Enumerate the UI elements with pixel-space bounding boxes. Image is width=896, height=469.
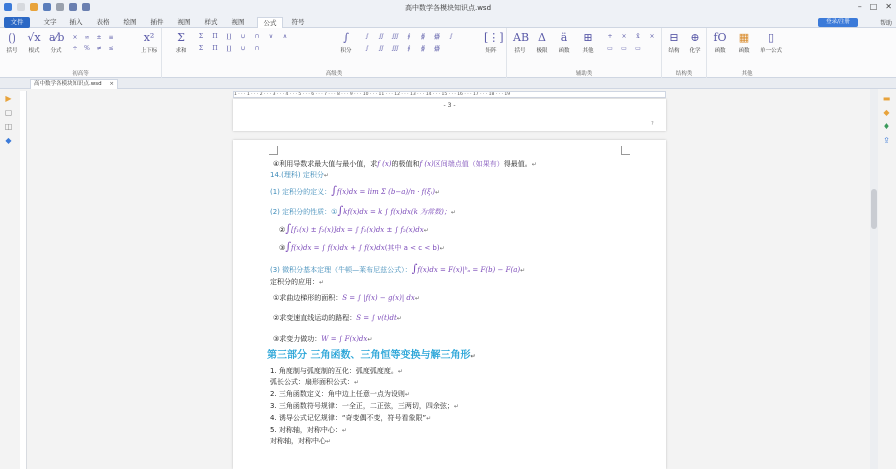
group-label-advanced: 高级类 (325, 71, 343, 77)
sym-icon[interactable]: ± (96, 34, 102, 41)
int-7-icon[interactable]: ∭ (391, 45, 399, 52)
tools-icon[interactable]: ◆ (5, 136, 12, 145)
aux-5-icon[interactable]: ▭ (607, 45, 613, 52)
text-line[interactable]: (1) 定积分的定义：∫f(x)dx = lim Σ (b−a)/n · f(ξᵢ)↵ (270, 184, 441, 197)
group-label-struct: 结构类 (675, 71, 693, 77)
style-icon[interactable]: ♦ (882, 122, 891, 131)
left-sidebar (0, 89, 18, 469)
integral-symbol: ∫ (411, 262, 418, 275)
help-link[interactable]: 帮助 (879, 20, 892, 27)
scrollbar-thumb[interactable] (871, 189, 877, 229)
group-label-aux: 辅助类 (575, 71, 593, 77)
chem-icon: ⊕ (690, 31, 700, 44)
tab-view-2[interactable]: 视图 (231, 18, 245, 26)
fn-button[interactable]: fO 函数 (713, 31, 727, 54)
bracket-icon: ⟮⟯ (8, 31, 16, 44)
group-basic (0, 28, 162, 78)
int-10-icon[interactable]: ∰ (433, 45, 441, 52)
int-5-icon[interactable]: ∫ (365, 45, 369, 52)
other-icon: ⊞ (583, 31, 593, 44)
document-tab-bar (0, 78, 896, 89)
div-icon[interactable]: ÷ (72, 45, 78, 52)
int-4-icon[interactable]: ∫ (449, 33, 453, 40)
group-aux (507, 28, 662, 78)
other-button[interactable]: ⊞ 其他 (582, 31, 594, 54)
text-line[interactable]: ③∫f(x)dx = ∫ f(x)dx + ∫ f(x)dx(其中 a < c < b)↵ (279, 240, 445, 253)
close-tab-icon[interactable]: × (109, 81, 114, 87)
intersect-sub-icon[interactable]: ∩ (254, 45, 260, 52)
accent-button[interactable]: AB 括号 (513, 31, 530, 54)
aux-3-icon[interactable]: x̄ (636, 33, 640, 40)
window-controls (858, 2, 892, 11)
matrix-icon: [⋮] (484, 31, 504, 44)
function-button[interactable]: ä 函数 (558, 31, 570, 54)
function-icon: ä (560, 31, 568, 44)
integral-symbol: ∫ (285, 240, 292, 253)
vertical-scrollbar[interactable] (870, 89, 878, 469)
intersect-icon[interactable]: ∩ (254, 33, 260, 40)
copy-icon[interactable]: ◫ (4, 122, 13, 131)
accent-icon: AB (513, 31, 530, 44)
horizontal-ruler: 1 · · · 1 · · · 2 · · · 3 · · · 4 · · · 5 · · · 6 · · · 7 · · · 8 · · · 9 · · · 10 · · · 11 · · · 12 · · · 13 · · · 14 · · · 15 · · · 16 · · · 17 · · · 18 · · · 19 (233, 91, 666, 98)
page-number: - 3 - (443, 102, 456, 109)
matrix-button[interactable]: [⋮] 矩阵 (484, 31, 504, 54)
title-bar (0, 0, 896, 16)
group-advanced (162, 28, 507, 78)
aux-2-icon[interactable]: × (621, 33, 627, 40)
maximize-icon[interactable]: □ (869, 2, 878, 11)
tab-view[interactable]: 视图 (177, 18, 191, 26)
infinity-icon[interactable]: ∞ (84, 34, 90, 41)
tab-style[interactable]: 样式 (204, 18, 218, 26)
text-line[interactable]: 2. 三角函数定义：角中边上任意一点为设则↵ (270, 390, 410, 398)
oint-3-icon[interactable]: ∰ (433, 33, 441, 40)
fraction-icon: a⁄b (49, 31, 65, 44)
close-icon[interactable]: ✕ (885, 2, 892, 11)
superscript-icon: x² (143, 31, 155, 44)
tab-file[interactable]: 文件 (4, 17, 30, 28)
text-line[interactable]: 14.(理科) 定积分↵ (270, 171, 329, 179)
limit-icon: Δ (538, 31, 546, 44)
int-1-icon[interactable]: ∫ (365, 33, 369, 40)
text-line[interactable]: 3. 三角函数符号规律：一全正，二正弦，三两切，四余弦；↵ (270, 402, 459, 410)
struct-button[interactable]: ⊟ 结构 (668, 31, 680, 54)
vee-icon[interactable]: ∨ (268, 33, 274, 40)
radical-icon: √x (27, 31, 41, 44)
folder-icon[interactable]: ▬ (882, 94, 891, 103)
fn2-button[interactable]: ▦ 函数 (738, 31, 750, 54)
text-line[interactable]: 弧长公式：扇形面积公式：↵ (270, 378, 360, 386)
chem-button[interactable]: ⊕ 化学 (689, 31, 701, 54)
single-formula-icon: ▯ (767, 31, 775, 44)
sum-button[interactable]: Σ 求和 (175, 31, 187, 54)
int-6-icon[interactable]: ∬ (378, 45, 384, 52)
text-line[interactable]: 5. 对称轴，对称中心：↵ (270, 426, 347, 434)
radical-button[interactable]: √x 根式 (27, 31, 41, 54)
pct-icon[interactable]: % (84, 45, 90, 52)
text-line[interactable]: (3) 微积分基本定理（牛顿—莱布尼兹公式）：∫f(x)dx = F(x)|ᵇₐ = F(b) − F(a)↵ (270, 262, 526, 275)
tab-insert[interactable]: 插入 (69, 18, 83, 26)
window-title: 高中数学各模块知识点.wsd (404, 4, 492, 12)
share-icon[interactable]: ⇪ (883, 136, 890, 145)
tab-text[interactable]: 文字 (43, 18, 57, 26)
text-line[interactable]: ②∫[f₁(x) ± f₂(x)]dx = ∫ f₁(x)dx ± ∫ f₂(x)dx↵ (279, 222, 429, 235)
text-line[interactable]: ②求变速直线运动的路程：S = ∫ v(t)dt↵ (273, 314, 402, 322)
doc-icon[interactable]: ▢ (4, 108, 13, 117)
grid-icon: ▦ (738, 31, 750, 44)
oint-2-icon[interactable]: ∯ (420, 33, 426, 40)
page-corner-mark: ? (651, 121, 654, 127)
text-line[interactable]: 4. 诱导公式记忆规律：“奇变偶不变，符号看象限”↵ (270, 414, 432, 422)
aux-4-icon[interactable]: × (649, 33, 655, 40)
text-line[interactable]: 定积分的应用：↵ (270, 278, 325, 286)
text-line[interactable]: ①求曲边梯形的面积：S = ∫ |f(x) − g(x)| dx↵ (273, 294, 420, 302)
integral-icon: ∫ (343, 31, 349, 44)
int-9-icon[interactable]: ∯ (420, 45, 426, 52)
bracket-button[interactable]: ⟮⟯ 括号 (6, 31, 18, 54)
product-sub-icon[interactable]: Π (212, 45, 218, 52)
arrow-icon[interactable]: ▶ (5, 94, 12, 103)
document-tab[interactable] (30, 79, 118, 89)
int-2-icon[interactable]: ∬ (378, 33, 384, 40)
text-line[interactable]: (2) 定积分的性质：①∫kf(x)dx = k ∫ f(x)dx(k 为常数)；↵ (270, 204, 456, 217)
aux-6-icon[interactable]: ▭ (621, 45, 627, 52)
group-struct (662, 28, 707, 78)
aux-1-icon[interactable]: + (607, 33, 613, 40)
ribbon (0, 28, 896, 78)
oint-icon[interactable]: ∮ (407, 33, 411, 40)
times-icon[interactable]: × (72, 34, 78, 41)
fraction-button[interactable]: a⁄b 分式 (49, 31, 65, 54)
tab-plugin[interactable]: 插件 (150, 18, 164, 26)
product-icon[interactable]: Π (212, 33, 218, 40)
text-line[interactable]: ④利用导数求最大值与最小值，求f (x)的极值和f (x)区间端点值（如果有）得最值。↵ (273, 160, 537, 168)
sum-icon: Σ (177, 31, 185, 44)
text-line[interactable]: 1. 角度制与弧度制的互化：弧度弧度度。↵ (270, 367, 403, 375)
minimize-icon[interactable]: – (857, 2, 862, 11)
login-button[interactable]: 登录/注册 (818, 18, 858, 27)
integral-button[interactable]: ∫ 积分 (340, 31, 352, 54)
integral-symbol: ∫ (337, 204, 344, 217)
shape-icon[interactable]: ◆ (883, 108, 890, 117)
text-line[interactable]: ③求变力做功：W = ∫ F(x)dx↵ (273, 335, 373, 343)
tab-table[interactable]: 表格 (96, 18, 110, 26)
right-sidebar (878, 89, 896, 469)
tab-formula[interactable]: 公式 (257, 17, 283, 28)
sum-sub-icon[interactable]: Σ (198, 45, 204, 52)
struct-icon: ⊟ (669, 31, 679, 44)
group-other (707, 28, 787, 78)
tab-symbol[interactable]: 符号 (291, 18, 305, 26)
tab-draw[interactable]: 绘图 (123, 18, 137, 26)
group-label-basic: 初高等 (72, 71, 89, 77)
ribbon-tab-bar (0, 16, 896, 28)
crop-mark (269, 146, 278, 155)
wedge-icon[interactable]: ∧ (282, 33, 288, 40)
sum-variant-icon[interactable]: Σ (198, 33, 204, 40)
page-previous (233, 99, 666, 131)
crop-mark (621, 146, 630, 155)
section-heading[interactable]: 第三部分 三角函数、三角恒等变换与解三角形↵ (267, 350, 476, 361)
group-label-other: 其他 (741, 71, 753, 77)
vertical-ruler (20, 91, 27, 469)
superscript-button[interactable]: x² 上下标 (140, 31, 158, 54)
int-8-icon[interactable]: ∮ (407, 45, 411, 52)
union-icon[interactable]: ∪ (240, 33, 246, 40)
text-line[interactable]: 对称轴，对称中心↵ (270, 437, 332, 445)
coproduct-sub-icon[interactable]: ∐ (226, 45, 232, 52)
aux-7-icon[interactable]: ▭ (635, 45, 641, 52)
union-sub-icon[interactable]: ∪ (240, 45, 246, 52)
neq-icon[interactable]: ≠ (96, 45, 102, 52)
fn-icon: fO (713, 31, 727, 44)
document-tab-label: 高中数学各模块知识点.wsd (34, 81, 102, 87)
integral-symbol: ∫ (285, 222, 292, 235)
int-3-icon[interactable]: ∭ (391, 33, 399, 40)
limit-button[interactable]: Δ 极限 (536, 31, 548, 54)
leq-icon[interactable]: ≤ (108, 45, 114, 52)
eq-icon[interactable]: ≡ (108, 34, 114, 41)
single-formula-button[interactable]: ▯ 单一公式 (759, 31, 782, 54)
page-current (233, 140, 666, 469)
coproduct-icon[interactable]: ∐ (226, 33, 232, 40)
integral-symbol: ∫ (331, 184, 337, 197)
